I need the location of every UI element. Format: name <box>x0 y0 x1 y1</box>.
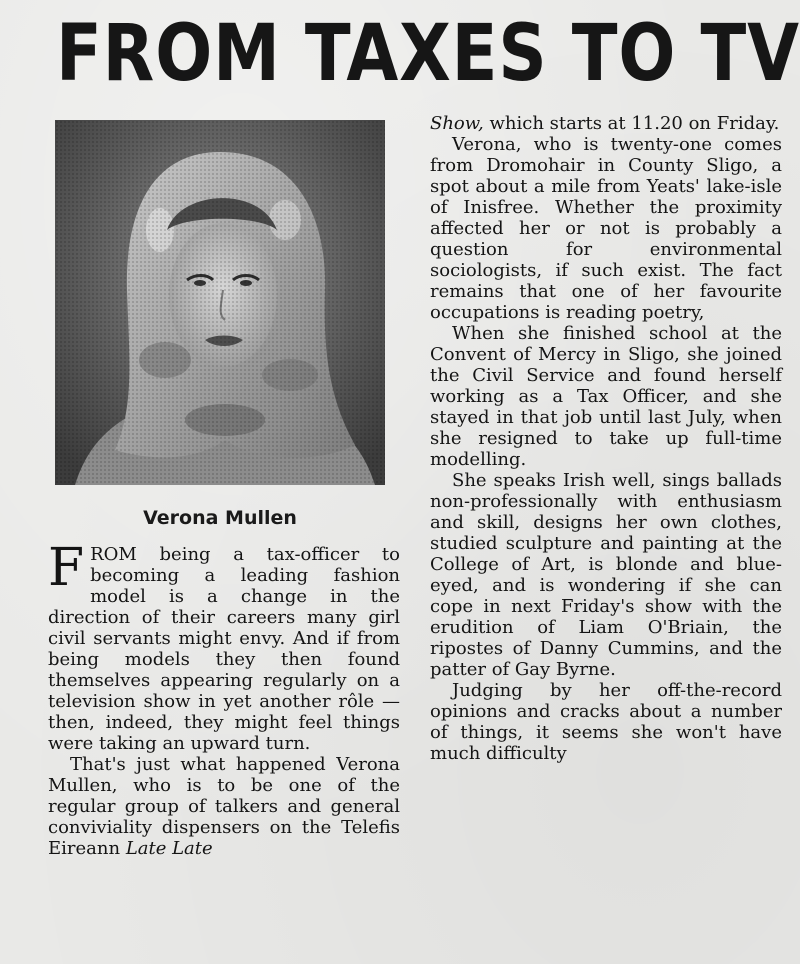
article-column-right <box>430 113 782 764</box>
portrait-illustration <box>55 120 385 485</box>
article-paragraph: Judging by her off-the-record opinions and cracks about a number of things, it seems she won't have much difficulty <box>430 680 782 764</box>
drop-cap: F <box>48 538 85 598</box>
article-paragraph <box>48 754 400 859</box>
paragraph-text: which starts at 11.20 on Friday. <box>489 113 780 134</box>
photo-caption: Verona Mullen <box>143 507 297 529</box>
article-column-left <box>48 538 400 859</box>
headline: FROM TAXES TO TV <box>56 9 800 99</box>
article-paragraph <box>48 538 400 754</box>
show-title-italic: Show, <box>430 113 484 134</box>
article-paragraph: She speaks Irish well, sings ballads non-professionally with enthusiasm and skill, designs her own clothes, studied sculpture and painting at the College of Art, is blonde and blue-eyed, and is wondering if she can cope in next Friday's show with the erudition of Liam O'Briain, the ripostes of Danny Cummins, and the patter of Gay Byrne. <box>430 470 782 680</box>
article-paragraph: Verona, who is twenty-one comes from Dromohair in County Sligo, a spot about a mile from Yeats' lake-isle of Inisfree. Whether the proximity affected her or not is probably a question for environmental sociologists, if such exist. The fact remains that one of her favourite occupations is reading poetry, <box>430 134 782 323</box>
article-paragraph: When she finished school at the Convent of Mercy in Sligo, she joined the Civil Service and found herself working as a Tax Officer, and she stayed in that job until last July, when she resigned to take up full-time modelling. <box>430 323 782 470</box>
show-title-italic: Late Late <box>125 838 213 859</box>
paragraph-text: That's just what happened Verona Mullen, who is to be one of the regular group of talkers and general conviviality dispensers on the Telefis Eireann <box>48 754 400 859</box>
article-paragraph-continued <box>430 113 782 134</box>
portrait-photo <box>55 120 385 485</box>
paragraph-text: ROM being a tax-officer to becoming a leading fashion model is a change in the direction of their careers many girl civil servants might envy. And if from being models they then found themselves appearing regularly on a television show in yet another rôle — then, indeed, they might feel things were taking an upward turn. <box>48 544 400 754</box>
